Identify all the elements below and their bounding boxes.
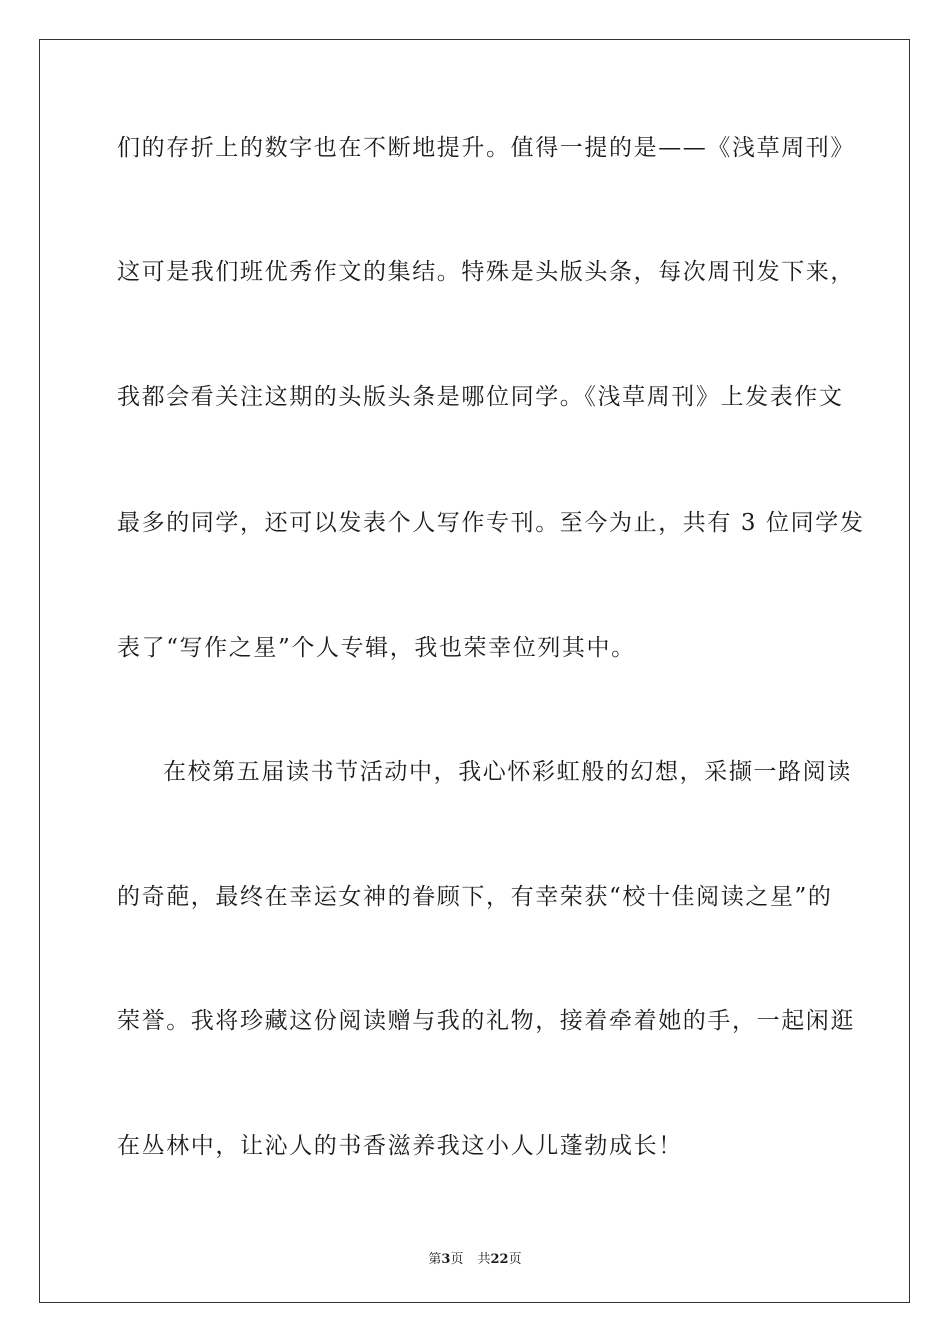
page-border xyxy=(39,39,910,1303)
page-total-prefix: 共 xyxy=(477,1252,491,1267)
page-number-suffix: 页 xyxy=(450,1252,464,1267)
page-total xyxy=(477,1252,521,1267)
body-text-line: 最多的同学，还可以发表个人写作专刊。至今为止，共有 3 位同学发 xyxy=(117,510,865,536)
body-text-line: 的奇葩，最终在幸运女神的眷顾下，有幸荣获“校十佳阅读之星”的 xyxy=(117,884,833,910)
body-text-line: 表了“写作之星”个人专辑，我也荣幸位列其中。 xyxy=(117,635,636,661)
body-text-line: 们的存折上的数字也在不断地提升。值得一提的是——《浅草周刊》 xyxy=(117,135,855,161)
body-text-line: 这可是我们班优秀作文的集结。特殊是头版头条，每次周刊发下来， xyxy=(117,259,855,285)
paragraph-first-line: 在校第五届读书节活动中，我心怀彩虹般的幻想，采撷一路阅读 xyxy=(163,759,852,785)
page-footer xyxy=(0,1248,950,1267)
body-text-line: 荣誉。我将珍藏这份阅读赠与我的礼物，接着牵着她的手，一起闲逛 xyxy=(117,1008,855,1034)
page-number-current: 3 xyxy=(441,1252,451,1267)
page-total-count: 22 xyxy=(490,1252,509,1267)
page-total-suffix: 页 xyxy=(508,1252,522,1267)
page-number-prefix: 第 xyxy=(428,1252,442,1267)
body-text-line: 在丛林中，让沁人的书香滋养我这小人儿蓬勃成长！ xyxy=(117,1133,683,1159)
page-number xyxy=(428,1252,463,1267)
body-text-line: 我都会看关注这期的头版头条是哪位同学。《浅草周刊》上发表作文 xyxy=(117,384,844,410)
